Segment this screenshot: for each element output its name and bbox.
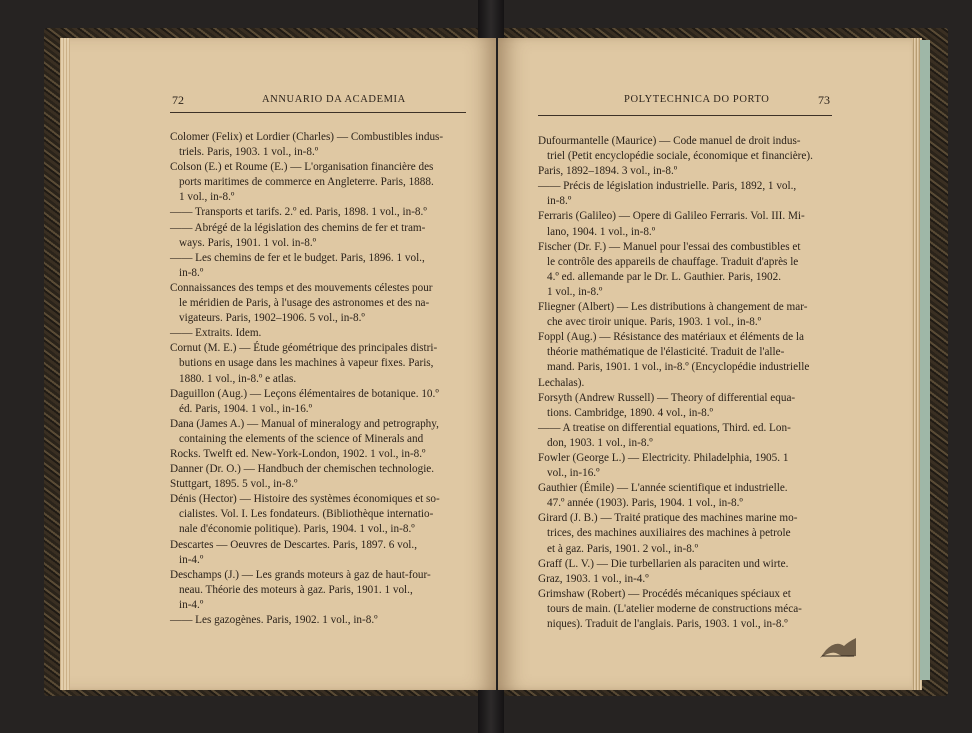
text-line: Dana (James A.) — Manual of mineralogy and petrography, <box>170 417 439 430</box>
text-line: tours de main. (L'atelier moderne de constructions méca- <box>547 602 802 615</box>
text-line: don, 1903. 1 vol., in-8.º <box>547 436 653 449</box>
text-line: —— A treatise on differential equations, Third. ed. Lon- <box>538 421 791 434</box>
text-line: in-4.º <box>179 553 204 566</box>
text-line: neau. Théorie des moteurs à gaz. Paris, 1901. 1 vol., <box>179 583 413 596</box>
text-line: Fowler (George L.) — Electricity. Philadelphia, 1905. 1 <box>538 451 789 464</box>
text-line: trices, des machines auxiliaires des machines à petrole <box>547 527 791 540</box>
text-line: Stuttgart, 1895. 5 vol., in-8.º <box>170 478 298 491</box>
left-page-number: 72 <box>172 93 184 107</box>
text-line: 47.º année (1903). Paris, 1904. 1 vol., in-8.º <box>547 497 743 510</box>
text-line: triels. Paris, 1903. 1 vol., in-8.º <box>179 146 319 159</box>
text-line: Danner (Dr. O.) — Handbuch der chemischen technologie. <box>170 463 435 476</box>
text-line: mand. Paris, 1901. 1 vol., in-8.º (Encyclopédie industrielle <box>547 361 810 374</box>
text-line: 1 vol., in-8.º <box>547 285 603 298</box>
text-line: butions en usage dans les machines à vapeur fixes. Paris, <box>179 357 434 370</box>
text-line: Graff (L. V.) — Die turbellarien als paraciten und wirte. <box>538 557 789 570</box>
left-page-text <box>170 130 443 628</box>
text-line: Dufourmantelle (Maurice) — Code manuel de droit indus- <box>538 135 801 147</box>
text-line: Ferraris (Galileo) — Opere di Galileo Ferraris. Vol. III. Mi- <box>538 210 805 223</box>
text-line: ports maritimes de commerce en Angleterre. Paris, 1888. <box>179 176 434 189</box>
text-line: Rocks. Twelft ed. New-York-London, 1902. 1 vol., in-8.º <box>170 447 426 460</box>
text-line: Graz, 1903. 1 vol., in-4.º <box>538 572 649 585</box>
text-line: —— Les chemins de fer et le budget. Paris, 1896. 1 vol., <box>170 251 425 264</box>
right-page-number: 73 <box>818 93 830 107</box>
text-line: in-4.º <box>179 598 204 611</box>
text-line: —— Transports et tarifs. 2.º ed. Paris, 1898. 1 vol., in-8.º <box>170 206 427 219</box>
text-line: cialistes. Vol. I. Les fondateurs. (Bibliothèque internatio- <box>179 508 434 521</box>
right-running-head: POLYTECHNICA DO PORTO <box>624 94 770 105</box>
text-line: Dénis (Hector) — Histoire des systèmes économiques et so- <box>170 493 440 506</box>
text-line: le contrôle des appareils de chauffage. Traduit d'après le <box>547 255 799 268</box>
text-line: lano, 1904. 1 vol., in-8.º <box>547 225 656 238</box>
text-line: le méridien de Paris, à l'usage des astronomes et des na- <box>179 297 430 310</box>
text-line: ways. Paris, 1901. 1 vol. in-8.º <box>179 236 317 249</box>
text-line: tions. Cambridge, 1890. 4 vol., in-8.º <box>547 406 713 419</box>
text-line: Foppl (Aug.) — Résistance des matériaux et éléments de la <box>538 331 804 344</box>
text-line: éd. Paris, 1904. 1 vol., in-16.º <box>179 402 313 415</box>
text-line: che avec tiroir unique. Paris, 1903. 1 vol., in-8.º <box>547 316 762 329</box>
text-line: Paris, 1892–1894. 3 vol., in-8.º <box>538 165 678 178</box>
text-line: Fliegner (Albert) — Les distributions à changement de mar- <box>538 301 808 314</box>
text-line: Cornut (M. E.) — Étude géométrique des principales distri- <box>170 342 438 355</box>
text-line: in-8.º <box>547 195 572 208</box>
text-line: Forsyth (Andrew Russell) — Theory of differential equa- <box>538 391 796 404</box>
text-line: vigateurs. Paris, 1902–1906. 5 vol., in-8.º <box>179 312 365 325</box>
text-line: nale d'économie politique). Paris, 1904. 1 vol., in-8.º <box>179 523 415 536</box>
text-line: Descartes — Oeuvres de Descartes. Paris, 1897. 6 vol., <box>170 538 417 551</box>
text-line: in-8.º <box>179 266 204 279</box>
text-line: niques). Traduit de l'anglais. Paris, 1903. 1 vol., in-8.º <box>547 618 788 630</box>
right-page-text <box>538 134 813 632</box>
text-line: Fischer (Dr. F.) — Manuel pour l'essai des combustibles et <box>538 240 801 253</box>
text-line: théorie mathématique de l'élasticité. Traduit de l'alle- <box>547 346 785 359</box>
text-line: Colson (E.) et Roume (E.) — L'organisation financière des <box>170 161 434 174</box>
text-line: Gauthier (Émile) — L'année scientifique et industrielle. <box>538 482 788 495</box>
text-line: —— Les gazogènes. Paris, 1902. 1 vol., in-8.º <box>170 614 378 626</box>
text-line: Grimshaw (Robert) — Procédés mécaniques spéciaux et <box>538 587 791 600</box>
text-line: triel (Petit encyclopédie sociale, économique et financière). <box>547 150 813 163</box>
text-line: 1880. 1 vol., in-8.º e atlas. <box>179 372 297 385</box>
text-line: —— Précis de législation industrielle. Paris, 1892, 1 vol., <box>538 180 797 193</box>
text-line: Girard (J. B.) — Traité pratique des machines marine mo- <box>538 512 798 525</box>
bookmark-ribbon <box>920 40 930 680</box>
right-header-rule <box>538 115 832 116</box>
text-line: Deschamps (J.) — Les grands moteurs à gaz de haut-four- <box>170 568 431 581</box>
text-line: Colomer (Felix) et Lordier (Charles) — Combustibles indus- <box>170 131 444 143</box>
text-line: —— Extraits. Idem. <box>170 327 262 340</box>
text-line: Daguillon (Aug.) — Leçons élémentaires de botanique. 10.º <box>170 387 439 400</box>
text-line: vol., in-16.º <box>547 467 600 480</box>
text-line: 4.º ed. allemande par le Dr. L. Gauthier. Paris, 1902. <box>547 270 781 283</box>
text-line: Lechalas). <box>538 376 585 389</box>
text-line: containing the elements of the science of Minerals and <box>179 432 424 445</box>
left-page-edges <box>60 38 70 690</box>
left-header-rule <box>170 112 466 113</box>
text-line: —— Abrégé de la législation des chemins de fer et tram- <box>170 221 426 234</box>
text-line: Connaissances des temps et des mouvements célestes pour <box>170 281 433 294</box>
text-line: 1 vol., in-8.º <box>179 191 235 204</box>
decorative-ornament-icon <box>818 632 858 662</box>
left-running-head: ANNUARIO DA ACADEMIA <box>262 94 406 105</box>
text-line: et à gaz. Paris, 1901. 2 vol., in-8.º <box>547 542 699 555</box>
